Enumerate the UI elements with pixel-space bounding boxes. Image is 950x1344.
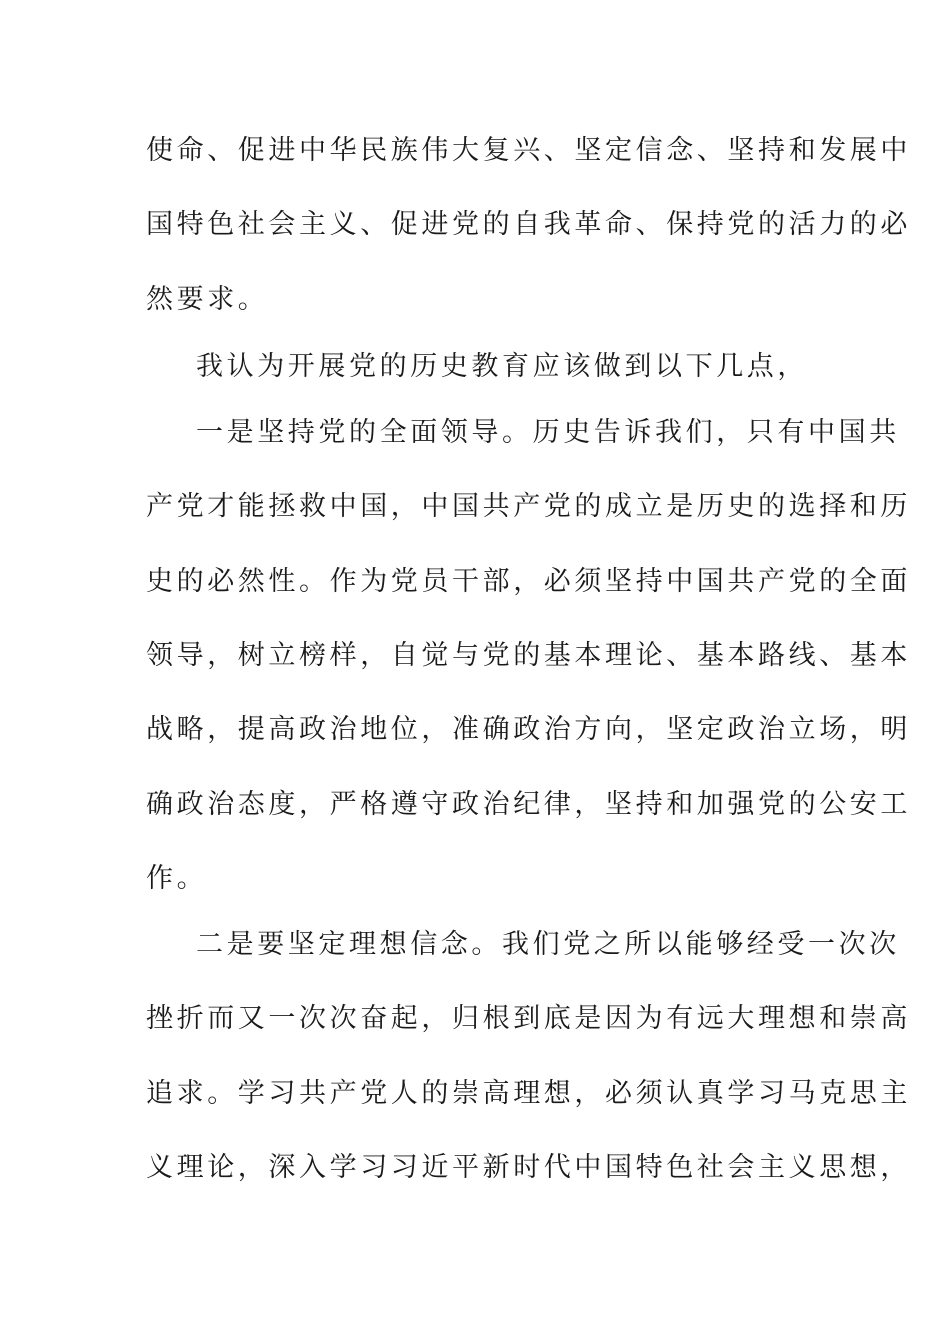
paragraph-start-line: 二是要坚定理想信念。我们党之所以能够经受一次次 [196, 929, 900, 960]
text-line: 义理论，深入学习习近平新时代中国特色社会主义思想， [146, 1152, 911, 1183]
text-line: 领导，树立榜样，自觉与党的基本理论、基本路线、基本 [146, 640, 911, 671]
text-line: 国特色社会主义、促进党的自我革命、保持党的活力的必 [146, 209, 911, 240]
text-line: 作。 [146, 863, 208, 894]
paragraph-start-line: 一是坚持党的全面领导。历史告诉我们，只有中国共 [196, 417, 900, 448]
text-line: 追求。学习共产党人的崇高理想，必须认真学习马克思主 [146, 1078, 911, 1109]
text-line: 确政治态度，严格遵守政治纪律，坚持和加强党的公安工 [146, 789, 911, 820]
text-line: 然要求。 [146, 284, 269, 315]
paragraph-start-line: 我认为开展党的历史教育应该做到以下几点， [196, 351, 808, 382]
text-line: 史的必然性。作为党员干部，必须坚持中国共产党的全面 [146, 566, 911, 597]
text-line: 产党才能拯救中国，中国共产党的成立是历史的选择和历 [146, 491, 911, 522]
text-line: 战略，提高政治地位，准确政治方向，坚定政治立场，明 [146, 714, 911, 745]
text-line: 使命、促进中华民族伟大复兴、坚定信念、坚持和发展中 [146, 135, 911, 166]
text-line: 挫折而又一次次奋起，归根到底是因为有远大理想和崇高 [146, 1003, 911, 1034]
